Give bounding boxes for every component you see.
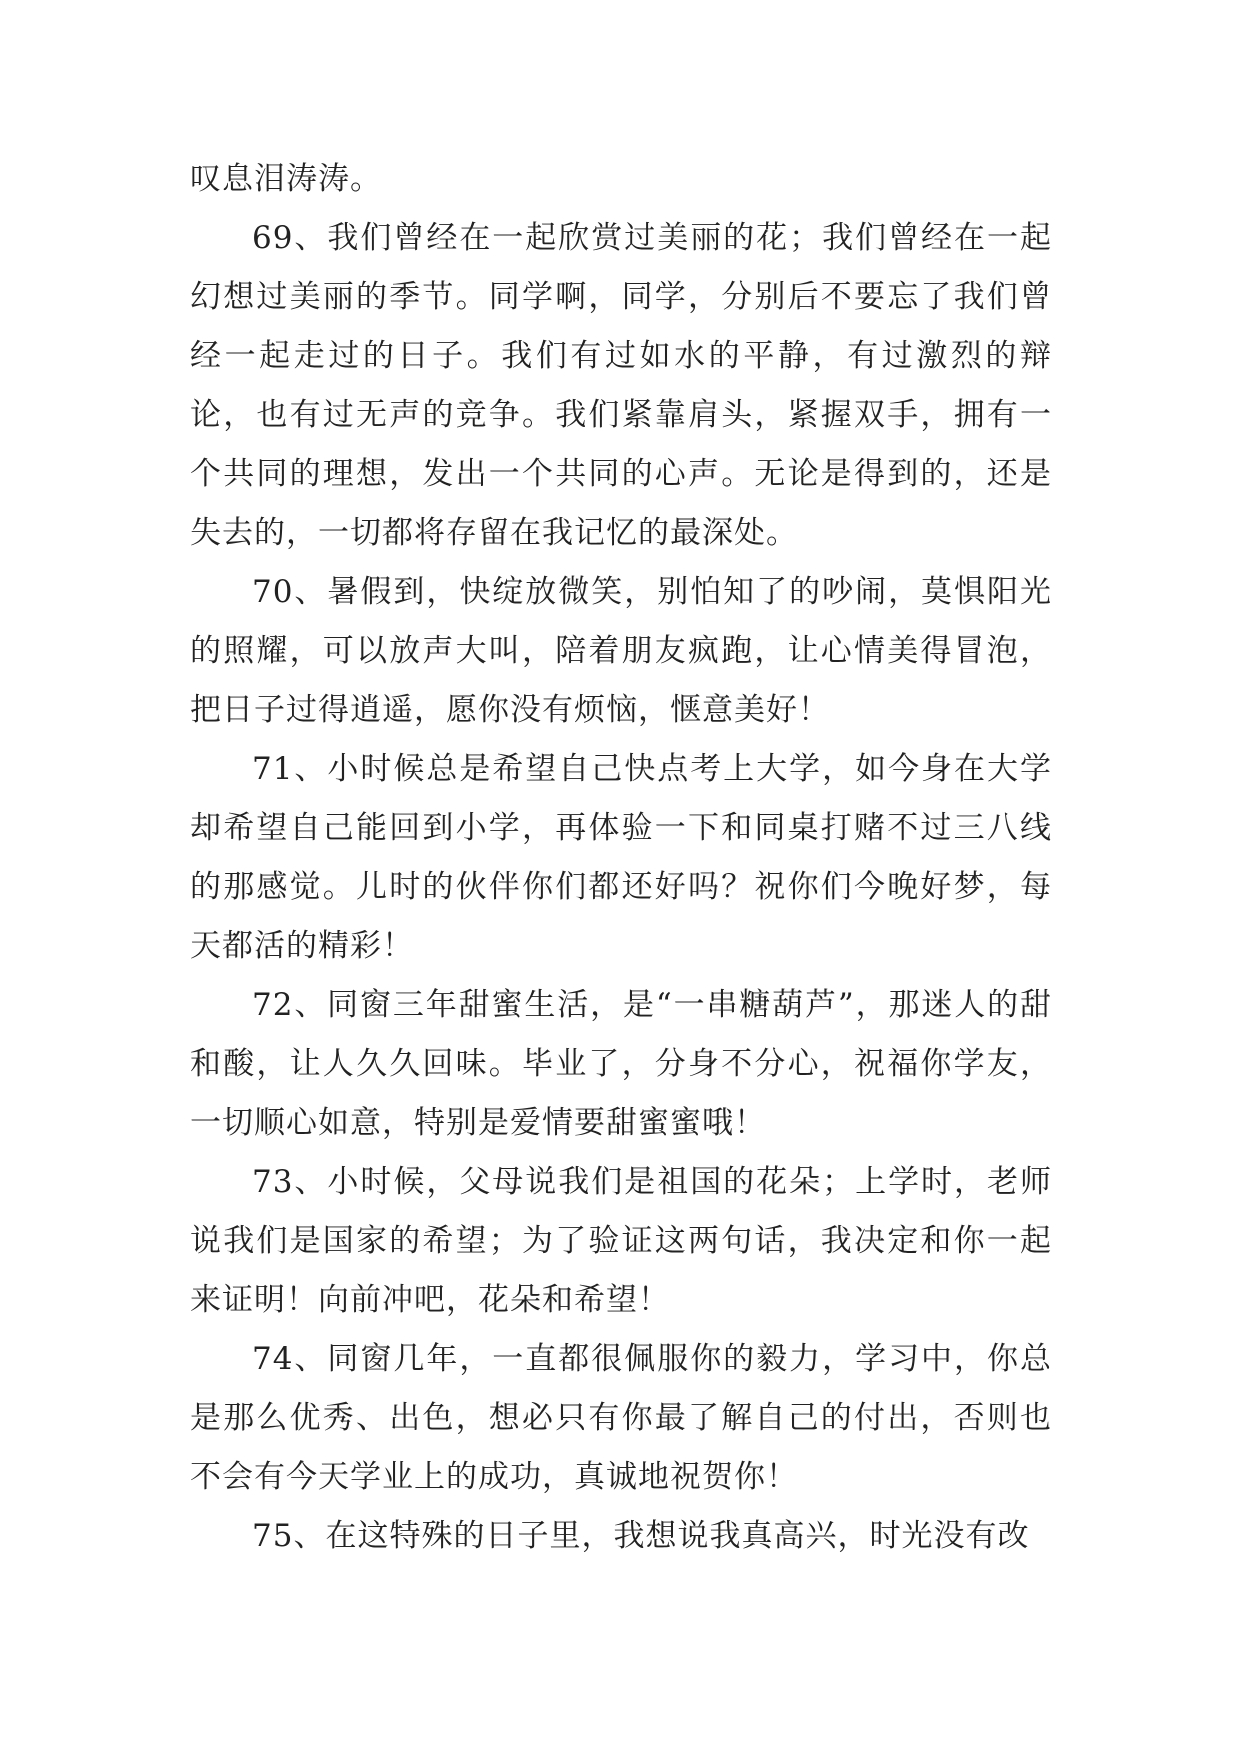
paragraph-74: 74、同窗几年，一直都很佩服你的毅力，学习中，你总是那么优秀、出色，想必只有你最了解自己的付出，否则也不会有今天学业上的成功，真诚地祝贺你！ — [190, 1341, 1052, 1495]
paragraph-70: 70、暑假到，快绽放微笑，别怕知了的吵闹，莫惧阳光的照耀，可以放声大叫，陪着朋友疯跑，让心情美得冒泡，把日子过得逍遥，愿你没有烦恼，惬意美好！ — [190, 574, 1052, 728]
paragraph-71: 71、小时候总是希望自己快点考上大学，如今身在大学却希望自己能回到小学，再体验一下和同桌打赌不过三八线的那感觉。儿时的伙伴你们都还好吗？祝你们今晚好梦，每天都活的精彩！ — [190, 751, 1052, 964]
paragraph-68-tail: 叹息泪涛涛。 — [190, 161, 382, 197]
document-body — [190, 150, 1052, 1566]
paragraph-72: 72、同窗三年甜蜜生活，是“一串糖葫芦”，那迷人的甜和酸，让人久久回味。毕业了，分身不分心，祝福你学友，一切顺心如意，特别是爱情要甜蜜蜜哦！ — [190, 987, 1052, 1141]
paragraph-69: 69、我们曾经在一起欣赏过美丽的花；我们曾经在一起幻想过美丽的季节。同学啊，同学，分别后不要忘了我们曾经一起走过的日子。我们有过如水的平静，有过激烈的辩论，也有过无声的竞争。我们紧靠肩头，紧握双手，拥有一个共同的理想，发出一个共同的心声。无论是得到的，还是失去的，一切都将存留在我记忆的最深处。 — [190, 220, 1052, 551]
paragraph-75-head: 75、在这特殊的日子里，我想说我真高兴，时光没有改 — [252, 1518, 1030, 1554]
paragraph-73: 73、小时候，父母说我们是祖国的花朵；上学时，老师说我们是国家的希望；为了验证这两句话，我决定和你一起来证明！向前冲吧，花朵和希望！ — [190, 1164, 1052, 1318]
